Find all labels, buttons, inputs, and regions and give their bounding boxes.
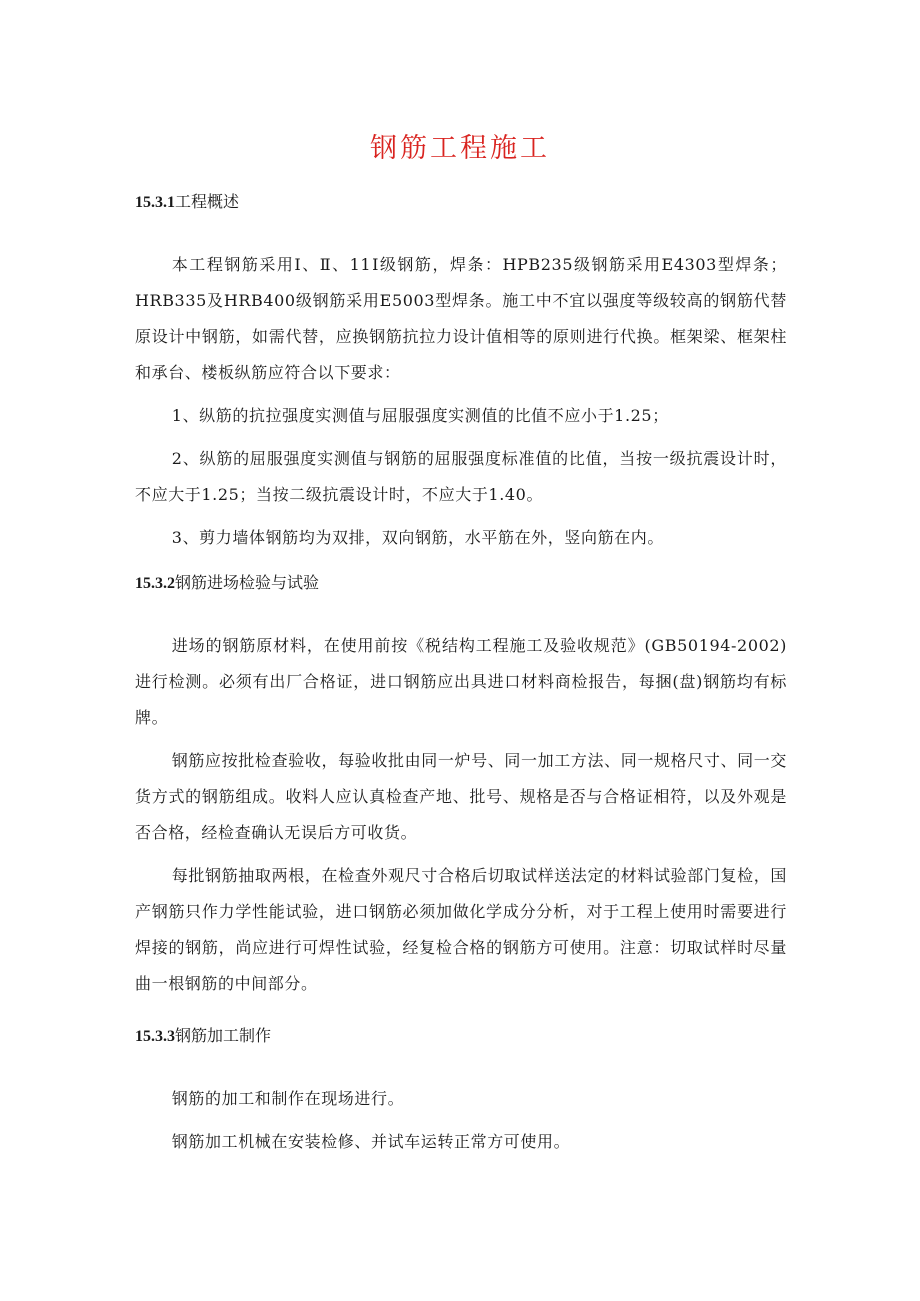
paragraph: 钢筋的加工和制作在现场进行。 [171, 1089, 405, 1108]
section-number: 15.3.3 [135, 1028, 175, 1045]
paragraph: 本工程钢筋采用Ⅰ、Ⅱ、11Ⅰ级钢筋，焊条：HPB235级钢筋采用E4303型焊条；HRB335及HRB400级钢筋采用E5003型焊条。施工中不宜以强度等级较高的钢筋代替原设计中钢筋，如需代替，应换钢筋抗拉力设计值相等的原则进行代换。框架梁、框架柱和承台、楼板纵筋应符合以下要求： [135, 255, 787, 382]
paragraph: 2、纵筋的屈服强度实测值与钢筋的屈服强度标准值的比值，当按一级抗震设计时，不应大于1.25；当按二级抗震设计时，不应大于1.40。 [135, 449, 787, 504]
paragraph: 钢筋加工机械在安装检修、并试车运转正常方可使用。 [171, 1132, 571, 1151]
section-heading-15-3-2 [135, 569, 787, 598]
paragraph: 1、纵筋的抗拉强度实测值与屈服强度实测值的比值不应小于1.25； [171, 406, 669, 425]
paragraph: 钢筋应按批检查验收，每验收批由同一炉号、同一加工方法、同一规格尺寸、同一交货方式的钢筋组成。收料人应认真检查产地、批号、规格是否与合格证相符，以及外观是否合格，经检查确认无误后方可收货。 [135, 751, 787, 842]
section-title: 钢筋进场检验与试验 [175, 573, 320, 592]
section-title: 钢筋加工制作 [175, 1026, 272, 1045]
section-heading-15-3-3 [135, 1022, 787, 1051]
page-title: 钢筋工程施工 [370, 133, 550, 164]
section-number: 15.3.1 [135, 194, 175, 211]
section-body [135, 628, 787, 1002]
paragraph: 进场的钢筋原材料，在使用前按《税结构工程施工及验收规范》(GB50194-2002)进行检测。必须有出厂合格证，进口钢筋应出具进口材料商检报告，每捆(盘)钢筋均有标牌。 [135, 636, 787, 727]
section-heading-15-3-1 [135, 188, 787, 217]
section-body [135, 1081, 787, 1160]
section-body [135, 247, 787, 556]
section-title: 工程概述 [175, 192, 240, 211]
paragraph: 每批钢筋抽取两根，在检查外观尺寸合格后切取试样送法定的材料试验部门复检，国产钢筋只作力学性能试验，进口钢筋必须加做化学成分分析，对于工程上使用时需要进行焊接的钢筋，尚应进行可焊性试验，经复检合格的钢筋方可使用。注意：切取试样时尽量曲一根钢筋的中间部分。 [135, 866, 787, 993]
document-body [135, 188, 787, 1160]
section-number: 15.3.2 [135, 575, 175, 592]
paragraph: 3、剪力墙体钢筋均为双排，双向钢筋，水平筋在外，竖向筋在内。 [171, 528, 664, 547]
